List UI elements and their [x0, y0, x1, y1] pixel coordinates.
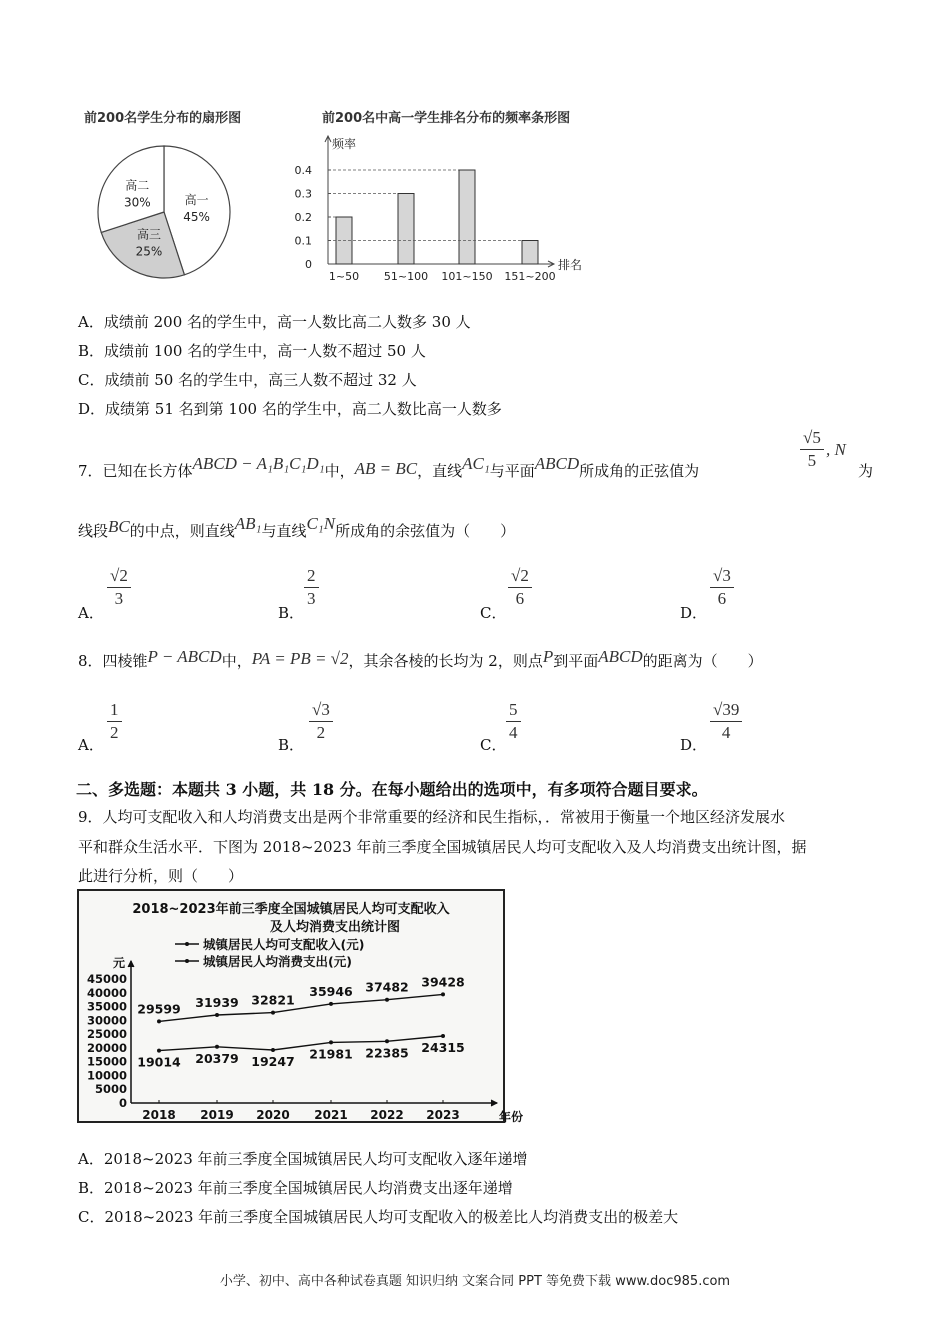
q8-text-1: 8．四棱锥	[78, 652, 148, 670]
q7-stem-line2	[78, 514, 516, 541]
section2-heading: 二、多选题：本题共 3 小题，共 18 分。在每小题给出的选项中，有多项符合题目要求。	[76, 780, 708, 799]
legend-spend-label: 城镇居民人均消费支出(元)	[203, 954, 352, 969]
line-data-label-1-2: 19247	[251, 1054, 295, 1069]
line-xtick-0: 2018	[142, 1108, 176, 1122]
q8-option-c-label: C．	[480, 736, 507, 754]
q8-text-3: ，其余各棱的长均为 2，则点	[348, 652, 543, 670]
q7-text-8: 的中点，则直线	[129, 522, 235, 540]
q6-option-a: A．成绩前 200 名的学生中，高一人数比高二人数多 30 人	[78, 313, 471, 331]
q6-option-b: B．成绩前 100 名的学生中，高一人数不超过 50 人	[78, 342, 426, 360]
q8-option-d-label: D．	[680, 736, 708, 754]
q8-math-plane: ABCD	[598, 647, 643, 666]
line-data-label-0-5: 39428	[421, 974, 465, 990]
q7-option-b-fraction	[304, 566, 319, 609]
legend-income-label: 城镇居民人均可支配收入(元)	[203, 937, 365, 952]
q7-stem-line1	[78, 454, 700, 481]
q8-option-c-num: 5	[506, 700, 521, 722]
page-footer: 小学、初中、高中各种试卷真题 知识归纳 文案合同 PPT 等免费下载 www.doc985.com	[219, 1274, 731, 1289]
q7-text-9: 与直线	[261, 522, 307, 540]
q7-option-a-fraction	[107, 566, 131, 609]
line-point-1-0	[157, 1049, 161, 1053]
bar-category-3: 151~200	[504, 270, 556, 283]
q8-option-b-den: 2	[316, 723, 326, 742]
line-point-0-3	[329, 1002, 333, 1006]
q9-option-c: C．2018~2023 年前三季度全国城镇居民人均可支配收入的极差比人均消费支出的极差大	[78, 1208, 679, 1226]
line-data-label-0-3: 35946	[309, 983, 353, 999]
q8-option-d-fraction	[710, 700, 742, 743]
line-x-unit: 年份	[499, 1110, 524, 1124]
bar-chart-figure	[290, 104, 620, 288]
line-point-1-5	[441, 1034, 445, 1038]
line-ytick-3: 15000	[86, 1054, 127, 1069]
q9-stem-line3: 此进行分析，则（ ）	[78, 867, 244, 885]
q7-text-6: 为	[858, 462, 874, 480]
line-point-0-1	[215, 1013, 219, 1017]
q7-text-4: 与平面	[489, 462, 535, 480]
q7-option-c-den: 6	[515, 589, 525, 608]
line-ytick-1: 5000	[94, 1082, 127, 1097]
bar-2	[459, 170, 475, 264]
q7-math-c1n: C₁N	[306, 514, 336, 533]
line-ytick-9: 45000	[86, 972, 127, 986]
q8-option-d-den: 4	[721, 723, 731, 742]
q8-option-a-fraction	[107, 700, 122, 743]
line-ytick-8: 40000	[86, 985, 127, 1000]
q7-option-d-num: √3	[710, 566, 734, 588]
line-ytick-4: 20000	[86, 1040, 127, 1055]
bar-1	[398, 194, 414, 265]
line-data-label-0-1: 31939	[195, 995, 239, 1010]
pie-chart-svg	[84, 104, 264, 284]
q7-math-ac1: AC₁	[462, 454, 490, 473]
line-xtick-5: 2023	[426, 1108, 460, 1122]
line-data-label-0-0: 29599	[137, 1001, 181, 1017]
bar-chart-title: 前200名中高一学生排名分布的频率条形图	[322, 111, 571, 126]
pie-label-name-3: 高三	[136, 227, 162, 242]
bar-chart-svg	[290, 104, 620, 288]
line-data-label-1-1: 20379	[195, 1050, 239, 1066]
line-point-1-1	[215, 1045, 219, 1049]
line-xtick-1: 2019	[200, 1108, 234, 1122]
q7-option-a-num: √2	[107, 566, 131, 588]
q8-math-p: P	[542, 647, 554, 666]
q7-sine-denominator: 5	[807, 451, 817, 470]
line-ytick-0: 0	[118, 1096, 127, 1110]
q7-sine-fraction	[800, 428, 824, 471]
q7-option-a-label: A．	[78, 604, 104, 622]
line-data-label-1-3: 21981	[309, 1046, 353, 1062]
q7-math-n: , N	[826, 440, 846, 459]
line-data-label-1-0: 19014	[137, 1054, 181, 1070]
bar-ytick-2: 0.2	[294, 211, 312, 224]
q7-option-b-den: 3	[307, 589, 316, 608]
q7-math-bc: BC	[108, 517, 130, 536]
q8-text-2: 中，	[221, 652, 252, 670]
q7-text-2: 中，	[324, 462, 355, 480]
bar-y-label: 频率	[332, 137, 357, 151]
q8-option-c-fraction	[506, 700, 521, 743]
line-chart-figure	[77, 889, 524, 1124]
q7-option-c-label: C．	[480, 604, 507, 622]
line-point-0-0	[157, 1019, 161, 1023]
line-ytick-6: 30000	[86, 1013, 127, 1028]
line-point-1-3	[329, 1040, 333, 1044]
pie-label-pct-1: 45%	[183, 209, 210, 224]
bar-3	[522, 241, 538, 265]
line-point-0-4	[385, 998, 389, 1002]
line-chart-title-line1: 2018~2023年前三季度全国城镇居民人均可支配收入	[132, 902, 450, 917]
line-data-label-0-4: 37482	[365, 979, 409, 995]
q7-option-d-label: D．	[680, 604, 708, 622]
q8-math-pyramid: P − ABCD	[147, 647, 222, 666]
q7-text-5: 所成角的正弦值为	[579, 462, 700, 480]
q9-option-a: A．2018~2023 年前三季度全国城镇居民人均可支配收入逐年递增	[78, 1150, 528, 1168]
q7-text-7: 线段	[78, 522, 109, 540]
q7-option-d-fraction	[710, 566, 734, 609]
q8-option-c-den: 4	[509, 723, 518, 742]
q7-option-d-den: 6	[717, 589, 727, 608]
pie-label-name-2: 高二	[125, 178, 150, 193]
line-point-0-5	[441, 992, 445, 996]
bar-category-0: 1~50	[328, 270, 360, 283]
line-xtick-4: 2022	[370, 1108, 404, 1122]
q7-text-3: ，直线	[417, 462, 463, 480]
q8-option-b-label: B．	[278, 736, 305, 754]
bar-ytick-3: 0.3	[294, 187, 312, 201]
q8-stem	[78, 647, 763, 671]
bar-ytick-0: 0	[305, 258, 312, 271]
pie-chart-figure	[84, 104, 264, 284]
line-y-unit: 元	[113, 956, 126, 970]
legend-spend-marker	[185, 959, 189, 963]
q6-option-d: D．成绩第 51 名到第 100 名的学生中，高二人数比高一人数多	[78, 400, 502, 418]
q9-option-b: B．2018~2023 年前三季度全国城镇居民人均消费支出逐年递增	[78, 1179, 513, 1197]
q7-option-c-fraction	[508, 566, 532, 609]
q6-option-c: C．成绩前 50 名的学生中，高三人数不超过 32 人	[78, 371, 417, 389]
line-point-1-2	[271, 1048, 275, 1052]
q7-math-plane: ABCD	[534, 454, 580, 473]
q8-option-b-fraction	[309, 700, 333, 743]
line-ytick-7: 35000	[86, 999, 127, 1014]
q8-math-pa-pb: PA = PB = √2	[251, 649, 349, 668]
q7-text-10: 所成角的余弦值为（ ）	[335, 522, 516, 540]
q7-math-prism: ABCD − A₁B₁C₁D₁	[192, 454, 325, 473]
line-chart-svg	[77, 889, 524, 1124]
q7-math-ab-bc: AB = BC	[354, 459, 418, 478]
q8-text-5: 的距离为（ ）	[642, 652, 763, 670]
bar-category-2: 101~150	[441, 270, 493, 283]
line-data-label-1-5: 24315	[421, 1040, 465, 1055]
pie-label-pct-3: 25%	[135, 244, 163, 259]
q7-math-ab1: AB₁	[234, 514, 262, 533]
pie-label-name-1: 高一	[184, 192, 209, 207]
q8-option-b-num: √3	[309, 700, 333, 722]
q8-option-d-num: √39	[710, 700, 742, 722]
q8-option-a-num: 1	[107, 700, 122, 722]
q7-option-c-num: √2	[508, 566, 532, 588]
q7-sine-numerator: √5	[800, 428, 824, 450]
q9-stem-line2: 平和群众生活水平．下图为 2018~2023 年前三季度全国城镇居民人均可支配收入及人均消费支出统计图，据	[78, 838, 807, 856]
q8-text-4: 到平面	[553, 652, 599, 670]
line-chart-title-line2: 及人均消费支出统计图	[269, 920, 401, 935]
q7-option-a-den: 3	[114, 589, 124, 608]
line-ytick-2: 10000	[86, 1068, 127, 1083]
pie-chart-title: 前200名学生分布的扇形图	[84, 111, 242, 126]
legend-income-marker	[185, 942, 189, 946]
q8-option-a-label: A．	[78, 736, 104, 754]
line-ytick-5: 25000	[86, 1027, 127, 1042]
bar-ytick-4: 0.4	[294, 164, 312, 177]
bar-category-1: 51~100	[383, 270, 429, 283]
line-xtick-3: 2021	[314, 1108, 348, 1122]
q7-option-b-label: B．	[278, 604, 305, 622]
line-xtick-2: 2020	[256, 1108, 290, 1122]
pie-label-pct-2: 30%	[123, 195, 151, 210]
q9-stem-line1: 9．人均可支配收入和人均消费支出是两个非常重要的经济和民生指标，．常被用于衡量一个地区经济发展水	[78, 808, 786, 826]
line-point-0-2	[271, 1011, 275, 1015]
bar-ytick-1: 0.1	[294, 234, 312, 248]
line-data-label-0-2: 32821	[251, 992, 295, 1008]
q7-text-1: 7．已知在长方体	[78, 462, 193, 480]
bar-x-label: 排名	[558, 258, 583, 272]
line-data-label-1-4: 22385	[365, 1045, 409, 1061]
q7-option-b-num: 2	[304, 566, 319, 588]
q8-option-a-den: 2	[110, 723, 119, 742]
line-point-1-4	[385, 1039, 389, 1043]
